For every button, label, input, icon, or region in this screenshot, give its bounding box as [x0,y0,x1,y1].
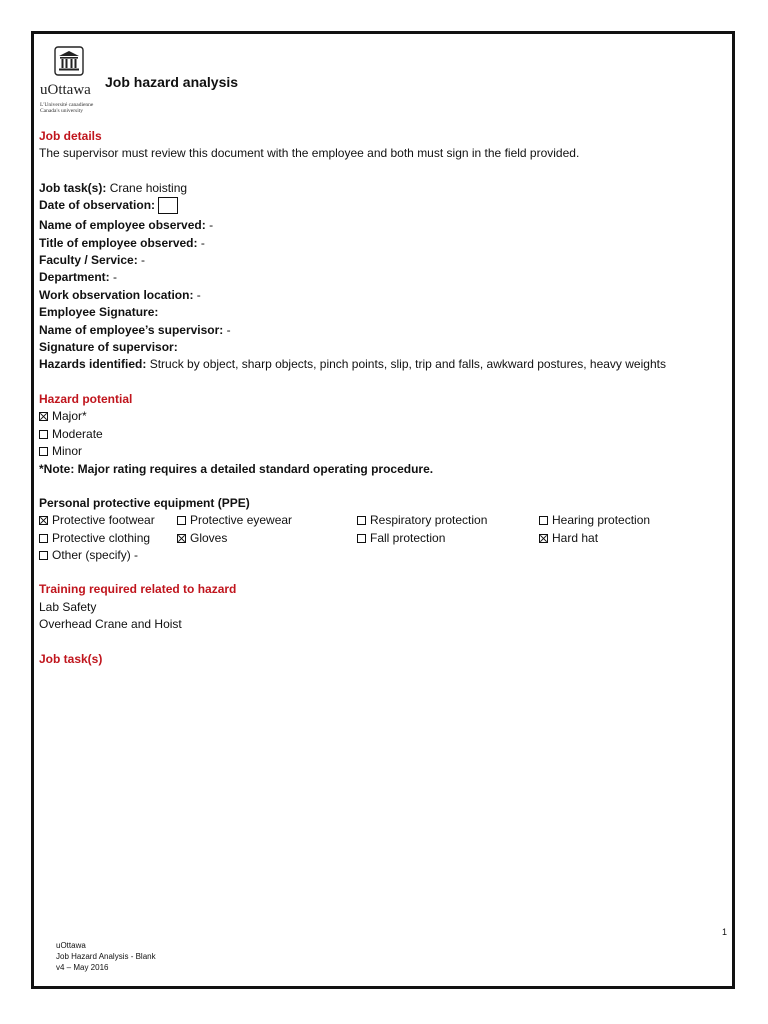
hazard-note: *Note: Major rating requires a detailed standard operating procedure. [39,461,434,476]
training-item: Overhead Crane and Hoist [39,617,182,632]
checkbox-icon[interactable] [177,516,186,525]
instructions-text: The supervisor must review this document with the employee and both must sign in the field provided. [39,146,580,161]
hazard-option-moderate[interactable]: Moderate [39,426,729,443]
ppe-protective-clothing[interactable]: Protective clothing [39,530,150,547]
job-details-heading: Job details [39,129,102,143]
ppe-fall-protection[interactable]: Fall protection [357,530,445,547]
field-employee-name: Name of employee observed: - [39,218,214,233]
logo-wordmark: uOttawa [40,82,91,98]
field-department: Department: - [39,270,118,285]
ppe-row [39,530,729,547]
checkbox-icon[interactable] [39,447,48,456]
date-input-box[interactable] [158,197,178,214]
checkbox-icon[interactable] [39,412,48,421]
field-employee-signature: Employee Signature: [39,305,159,320]
ppe-protective-eyewear[interactable]: Protective eyewear [177,512,292,529]
checkbox-icon[interactable] [357,516,366,525]
hazard-option-major[interactable]: Major* [39,408,729,425]
field-supervisor-signature: Signature of supervisor: [39,340,178,355]
ppe-hearing-protection[interactable]: Hearing protection [539,512,650,529]
ppe-protective-footwear[interactable]: Protective footwear [39,512,155,529]
job-tasks-heading: Job task(s) [39,651,103,666]
field-supervisor-name: Name of employee’s supervisor: - [39,322,231,337]
document-title: Job hazard analysis [105,74,239,90]
uottawa-logo [40,46,106,116]
page-number: 1 [721,927,727,937]
form-content [39,128,729,668]
field-date-of-observation: Date of observation: [39,197,729,217]
ppe-respiratory-protection[interactable]: Respiratory protection [357,512,487,529]
logo-tagline: L'Université canadienne Canada's university [40,102,94,114]
field-hazards-identified: Hazards identified: Struck by object, sharp objects, pinch points, slip, trip and falls, awkward postures, heavy weights [39,357,666,372]
ppe-row [39,512,729,529]
field-faculty-service: Faculty / Service: - [39,253,146,268]
checkbox-icon[interactable] [357,534,366,543]
hazard-potential-heading: Hazard potential [39,391,133,406]
checkbox-icon[interactable] [39,551,48,560]
hazard-option-minor[interactable]: Minor [39,443,729,460]
checkbox-icon[interactable] [39,430,48,439]
ppe-heading: Personal protective equipment (PPE) [39,495,250,510]
field-work-location: Work observation location: - [39,287,201,302]
checkbox-icon[interactable] [539,516,548,525]
ppe-hard-hat[interactable]: Hard hat [539,530,598,547]
checkbox-icon[interactable] [39,534,48,543]
checkbox-icon[interactable] [177,534,186,543]
field-employee-title: Title of employee observed: - [39,235,205,250]
document-page [31,31,735,989]
training-heading: Training required related to hazard [39,582,237,597]
field-job-tasks: Job task(s): Crane hoisting [39,180,188,195]
ppe-gloves[interactable]: Gloves [177,530,227,547]
page-footer: uOttawa Job Hazard Analysis - Blank v4 – May 2016 [56,941,156,972]
training-item: Lab Safety [39,599,97,614]
ppe-row [39,547,729,564]
checkbox-icon[interactable] [539,534,548,543]
ppe-other[interactable]: Other (specify) - [39,547,138,564]
university-building-icon [54,46,84,76]
checkbox-icon[interactable] [39,516,48,525]
